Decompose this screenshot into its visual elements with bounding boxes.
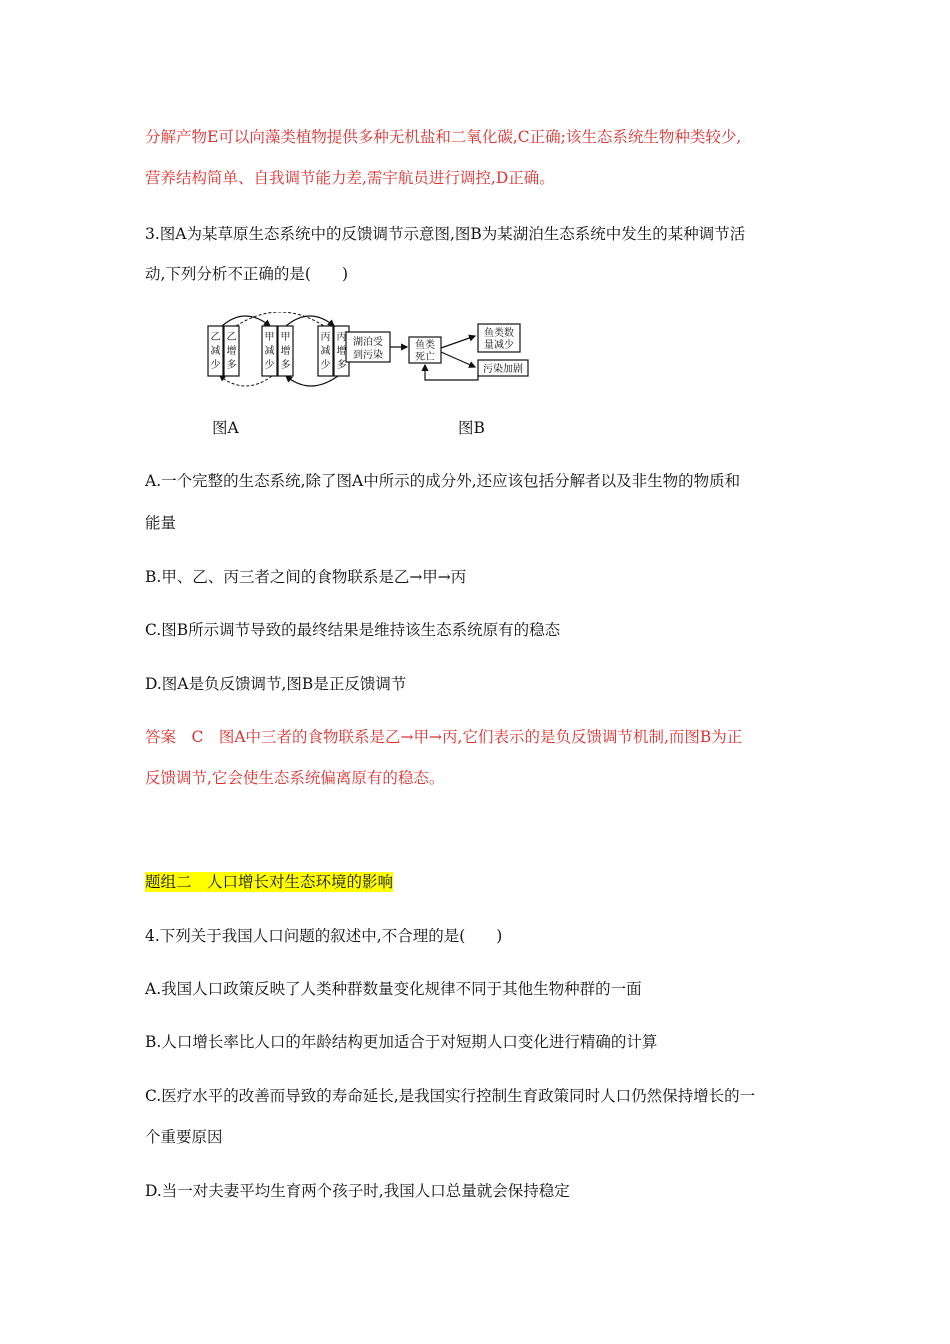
figa-box-char: 甲 (264, 332, 275, 343)
q3-option-b: B.甲、乙、丙三者之间的食物联系是乙→甲→丙 (145, 568, 467, 586)
figa-box-char: 少 (210, 360, 221, 371)
q4-option-d: D.当一对夫妻平均生育两个孩子时,我国人口总量就会保持稳定 (145, 1182, 570, 1200)
figb-fish-death-line-1: 鱼类 (415, 340, 435, 351)
q3-stem-line-1: 3.图A为某草原生态系统中的反馈调节示意图,图B为某湖泊生态系统中发生的某种调节活 (145, 225, 746, 243)
prev-answer-line-2: 营养结构简单、自我调节能力差,需宇航员进行调控,D正确。 (145, 169, 555, 187)
q4-option-a: A.我国人口政策反映了人类种群数量变化规律不同于其他生物种群的一面 (145, 980, 642, 998)
q4-stem: 4.下列关于我国人口问题的叙述中,不合理的是( ) (145, 927, 503, 945)
figa-box-char: 多 (280, 360, 291, 371)
q3-answer-line-1: 答案 C 图A中三者的食物联系是乙→甲→丙,它们表示的是负反馈调节机制,而图B为正 (145, 728, 743, 746)
figa-box-char: 少 (320, 360, 331, 371)
section-heading (145, 872, 393, 892)
figa-box-char: 减 (320, 346, 331, 357)
figa-box-char: 乙 (226, 332, 237, 343)
section-heading-text: 题组二 人口增长对生态环境的影响 (145, 873, 394, 891)
q3-answer-line-2: 反馈调节,它会使生态系统偏离原有的稳态。 (145, 769, 445, 787)
figa-box-char: 减 (264, 346, 275, 357)
q3-stem-line-2: 动,下列分析不正确的是( ) (145, 265, 349, 283)
q3-option-d: D.图A是负反馈调节,图B是正反馈调节 (145, 675, 407, 693)
figure-b-caption: 图B (458, 419, 485, 437)
figa-box-char: 丙 (320, 332, 331, 343)
figa-box-char: 甲 (280, 332, 291, 343)
figure-b (345, 318, 535, 383)
figa-box-char: 乙 (210, 332, 221, 343)
figa-box-char: 增 (280, 346, 291, 357)
q4-option-c-line-2: 个重要原因 (145, 1128, 223, 1146)
q4-option-b: B.人口增长率比人口的年龄结构更加适合于对短期人口变化进行精确的计算 (145, 1033, 658, 1051)
figure-a-caption: 图A (212, 419, 239, 437)
figb-fish-decrease-line-2: 量减少 (484, 340, 514, 351)
figa-box-char: 增 (336, 346, 347, 357)
figa-box-char: 减 (210, 346, 221, 357)
figb-pollution: 污染加剧 (483, 364, 523, 375)
prev-answer-line-1: 分解产物E可以向藻类植物提供多种无机盐和二氧化碳,C正确;该生态系统生物种类较少, (145, 128, 742, 146)
figb-fish-death-line-2: 死亡 (415, 352, 435, 363)
figa-box-char: 多 (336, 360, 347, 371)
figa-box-char: 增 (226, 346, 237, 357)
q4-option-c-line-1: C.医疗水平的改善而导致的寿命延长,是我国实行控制生育政策同时人口仍然保持增长的一 (145, 1087, 756, 1105)
figa-box-char: 多 (226, 360, 237, 371)
figb-fish-decrease-line-1: 鱼类数 (484, 328, 514, 339)
figb-lake-line-1: 湖泊受 (353, 337, 383, 348)
q3-option-c: C.图B所示调节导致的最终结果是维持该生态系统原有的稳态 (145, 621, 561, 639)
figa-box-char: 丙 (336, 332, 347, 343)
q3-option-a-line-2: 能量 (145, 514, 177, 532)
figure-a (200, 312, 360, 392)
figb-lake-line-2: 到污染 (353, 350, 383, 361)
figa-box-char: 少 (264, 360, 275, 371)
q3-option-a-line-1: A.一个完整的生态系统,除了图A中所示的成分外,还应该包括分解者以及非生物的物质和 (145, 472, 741, 490)
